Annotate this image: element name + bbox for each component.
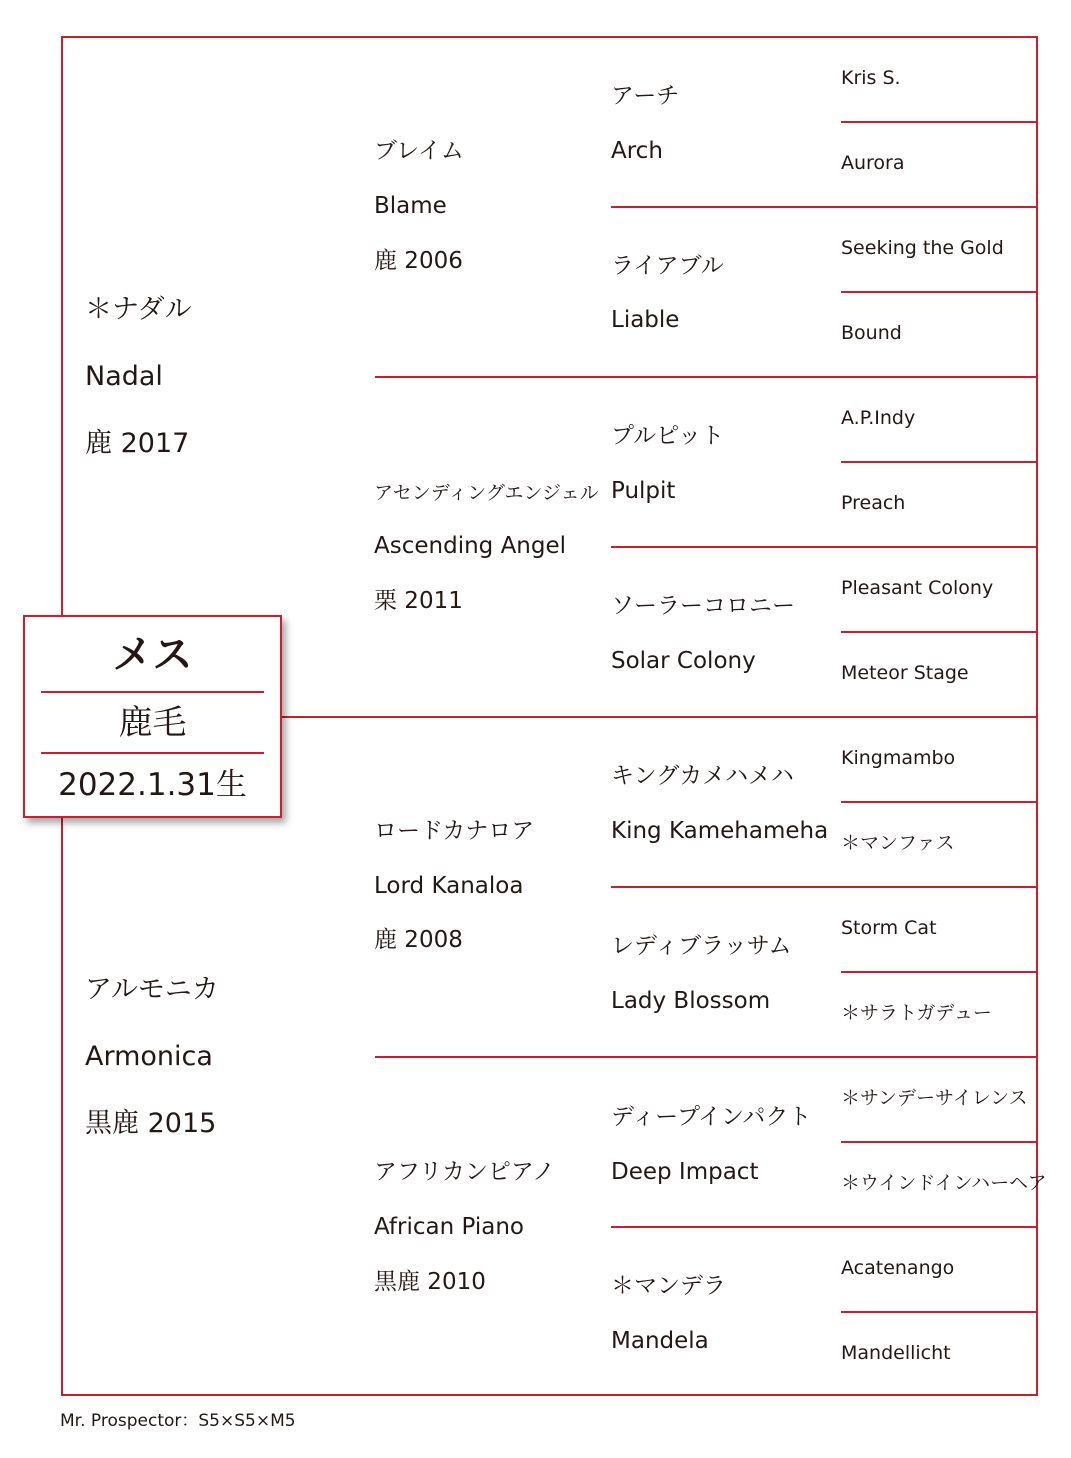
divider-gen2-bottom [375,1056,1038,1058]
divider-gen4 [841,631,1038,633]
gen2-info: 黒鹿 2010 [374,1269,486,1295]
gen4-name: A.P.Indy [841,407,916,429]
divider-gen4 [841,291,1038,293]
gen3-jp-name: ライアブル [611,253,724,279]
gen3-jp-name: ＊マンデラ [611,1273,726,1299]
divider-gen3 [611,546,1038,548]
gen3-en-name: King Kamehameha [611,818,829,844]
gen2-en-name: Blame [374,193,447,219]
gen3-en-name: Deep Impact [611,1159,759,1185]
divider-gen4 [841,801,1038,803]
gen3-en-name: Liable [611,307,680,333]
horse-sex: メス [112,632,193,678]
gen2-jp-name: アフリカンピアノ [374,1159,556,1185]
gen3-jp-name: レディブラッサム [611,933,792,959]
gen2-en-name: African Piano [374,1214,524,1240]
gen2-info: 鹿 2006 [374,248,463,274]
gen2-en-name: Lord Kanaloa [374,873,524,899]
horse-coat-color: 鹿毛 [118,703,187,743]
gen4-name: Storm Cat [841,917,937,939]
divider-gen3 [611,206,1038,208]
dam-jp-name: アルモニカ [85,974,219,1005]
divider-gen4 [841,1311,1038,1313]
gen3-en-name: Lady Blossom [611,988,771,1014]
horse-info-card [23,615,282,818]
gen3-jp-name: アーチ [611,83,680,109]
gen4-name: ＊マンファス [841,832,955,854]
gen3-en-name: Solar Colony [611,648,756,674]
divider-gen3 [611,886,1038,888]
gen2-jp-name: ブレイム [374,138,464,164]
gen4-name: Aurora [841,152,905,174]
gen2-jp-name: アセンディングエンジェル [374,482,599,504]
gen4-name: Pleasant Colony [841,577,994,599]
gen4-name: ＊サラトガデュー [841,1002,992,1024]
gen2-jp-name: ロードカナロア [374,818,535,844]
card-divider [41,752,264,754]
divider-gen4 [841,121,1038,123]
divider-gen1 [282,716,1038,718]
gen3-en-name: Pulpit [611,478,676,504]
gen4-name: Bound [841,322,902,344]
gen3-jp-name: プルピット [611,423,725,449]
gen4-name: Kris S. [841,67,901,89]
divider-gen2-top [375,376,1038,378]
gen4-name: Kingmambo [841,747,956,769]
gen4-name: ＊ウインドインハーヘア [841,1172,1047,1194]
card-divider [41,691,264,693]
sire-info: 鹿 2017 [85,428,190,459]
divider-gen4 [841,1141,1038,1143]
gen2-en-name: Ascending Angel [374,533,567,559]
gen3-jp-name: ソーラーコロニー [611,593,795,619]
gen4-name: Seeking the Gold [841,237,1004,259]
sire-en-name: Nadal [85,361,163,392]
dam-info: 黒鹿 2015 [85,1108,217,1139]
gen4-name: Mandellicht [841,1342,951,1364]
horse-birth-date: 2022.1.31生 [58,767,247,803]
gen4-name: Preach [841,492,906,514]
gen3-jp-name: ディープインパクト [611,1104,812,1130]
divider-gen3 [611,1226,1038,1228]
gen3-en-name: Arch [611,138,663,164]
divider-gen4 [841,461,1038,463]
sire-jp-name: ＊ナダル [85,294,192,325]
gen2-info: 鹿 2008 [374,927,463,953]
gen4-name: ＊サンデーサイレンス [841,1087,1028,1109]
gen3-en-name: Mandela [611,1328,709,1354]
gen2-info: 栗 2011 [374,588,463,614]
inbreeding-note: Mr. Prospector：S5×S5×M5 [60,1411,296,1431]
divider-gen4 [841,971,1038,973]
dam-en-name: Armonica [85,1041,213,1072]
gen4-name: Acatenango [841,1257,955,1279]
gen3-jp-name: キングカメハメハ [611,763,794,789]
gen4-name: Meteor Stage [841,662,969,684]
